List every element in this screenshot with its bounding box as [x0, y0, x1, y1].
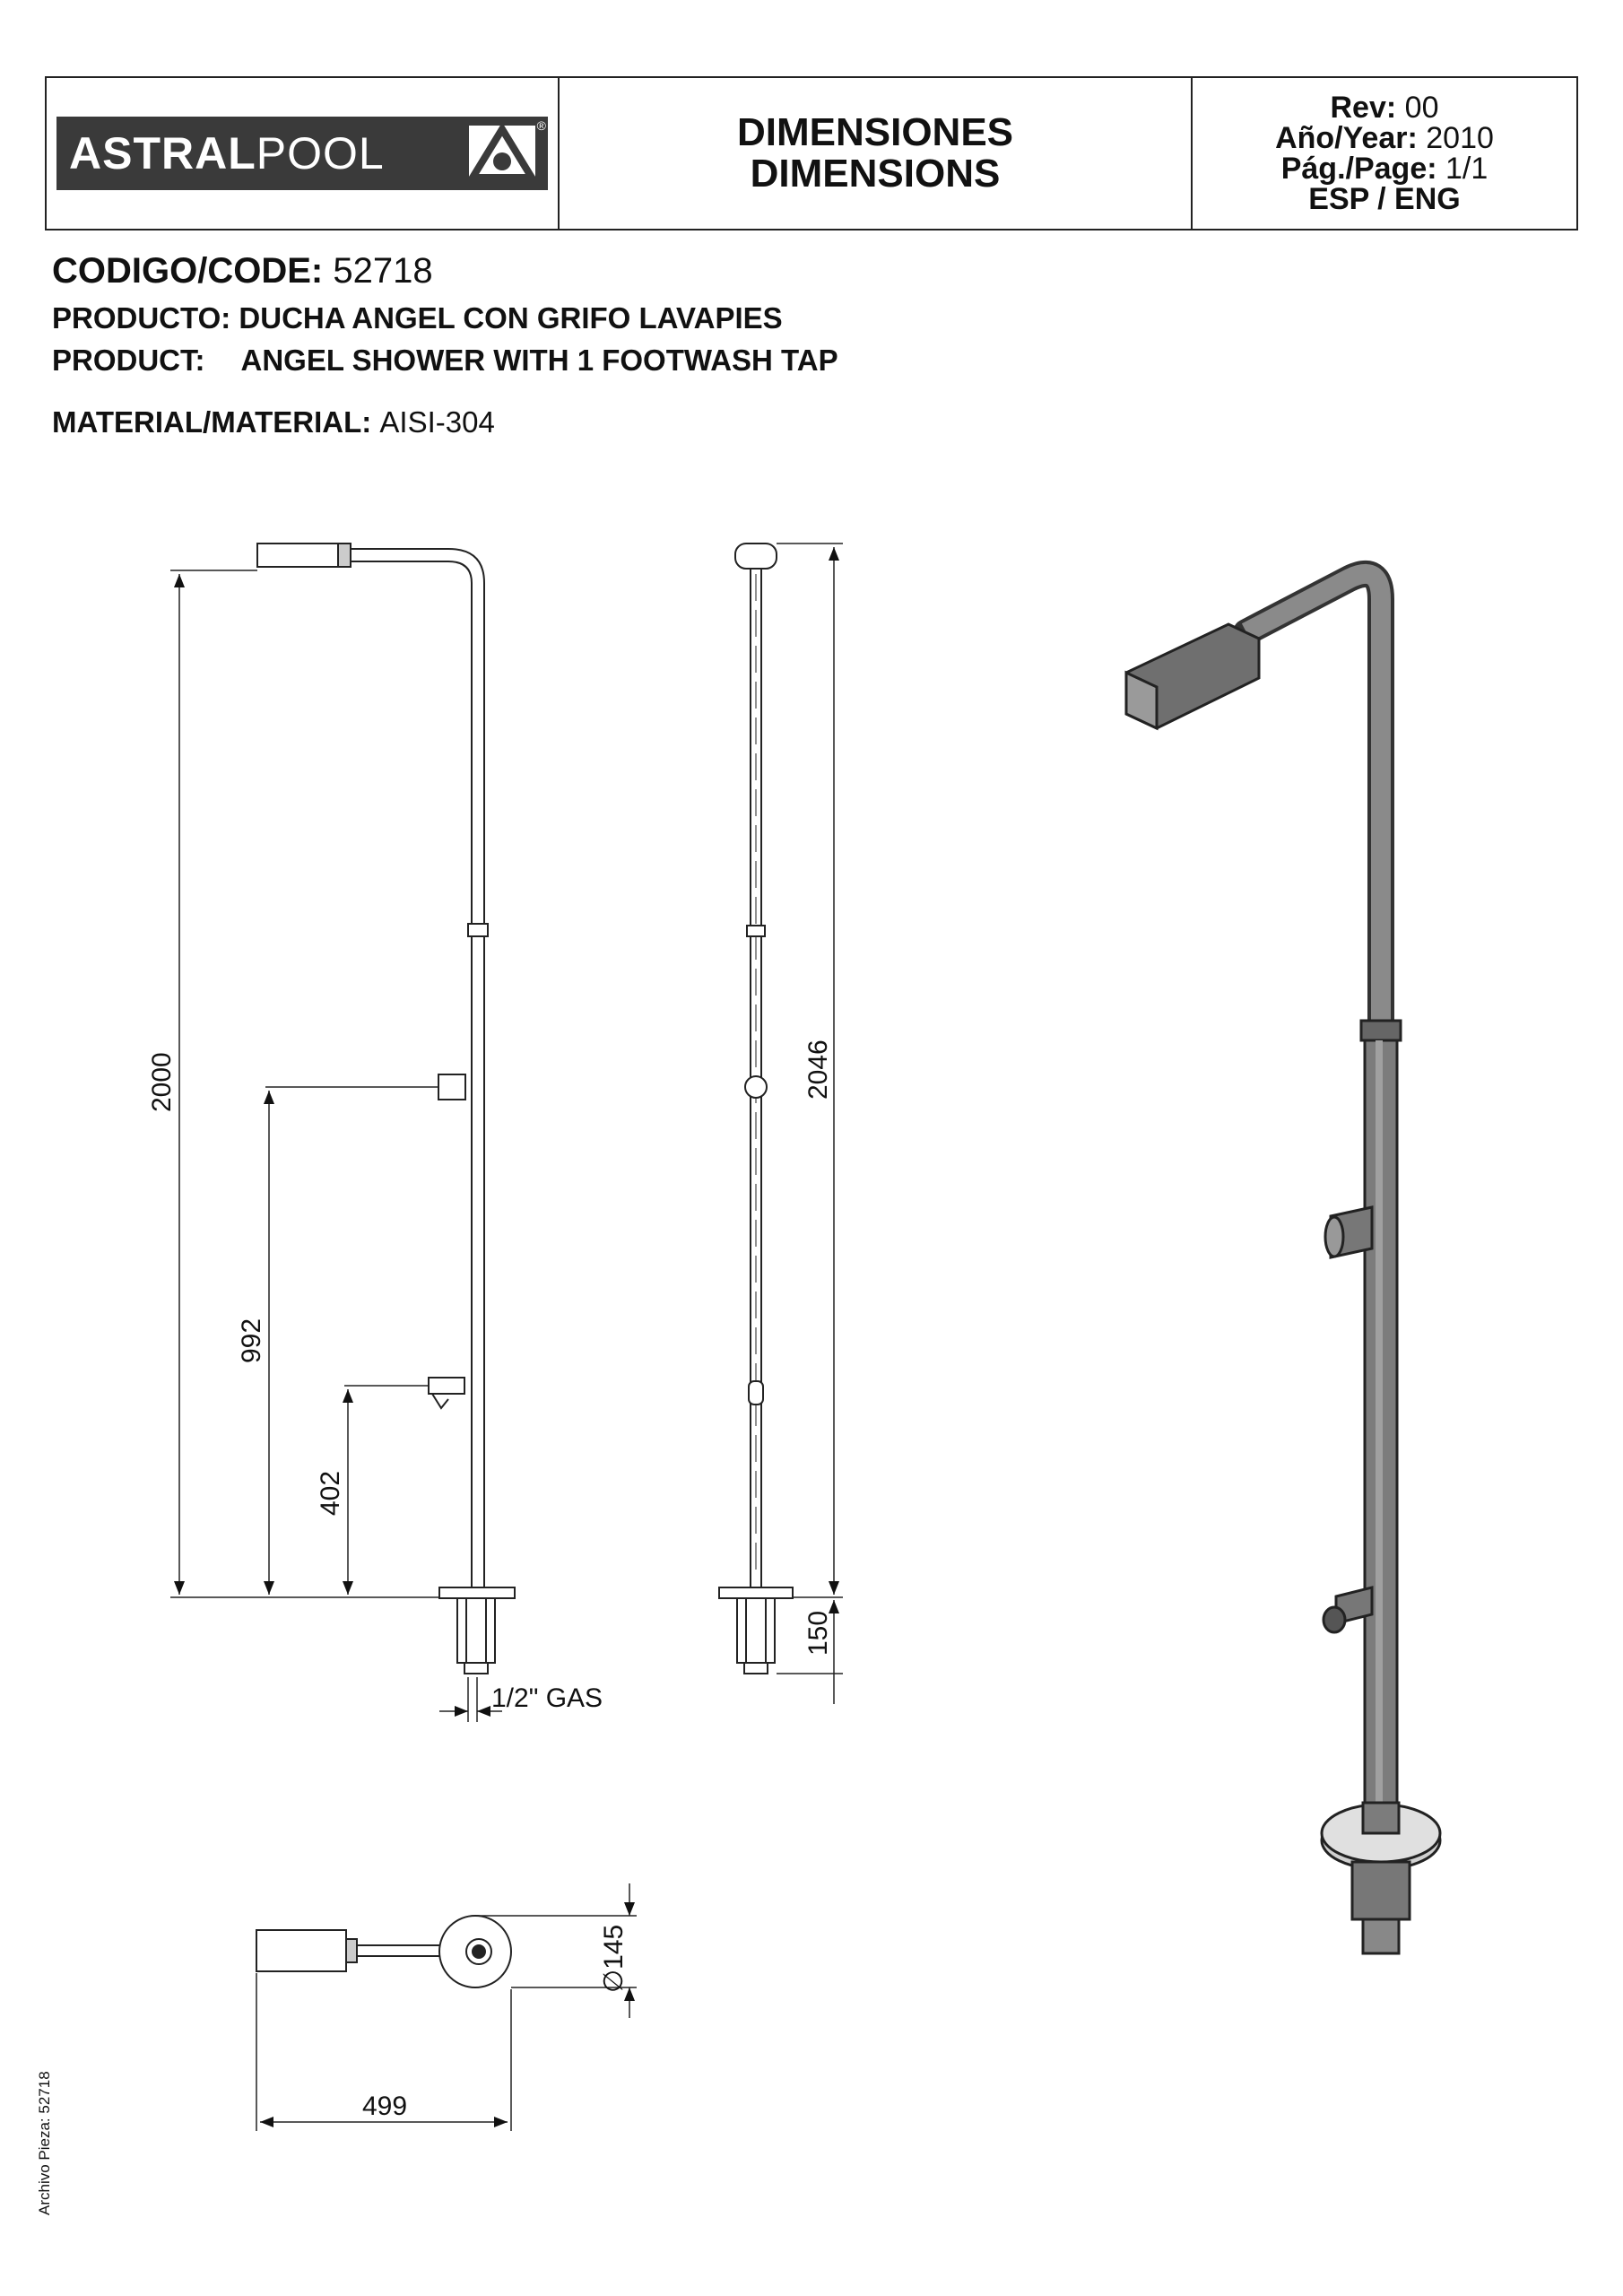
side-base-flange [719, 1587, 793, 1598]
brand-bold: ASTRAL [69, 128, 256, 178]
year-label: Año/Year: [1275, 121, 1418, 155]
front-anchor [457, 1598, 495, 1663]
product-en-label: PRODUCT: [52, 344, 205, 377]
side-shower-head [735, 544, 777, 569]
title-es: DIMENSIONES [736, 110, 1014, 154]
front-dimensions [170, 570, 502, 1722]
side-anchor [737, 1598, 775, 1663]
product-en-value: ANGEL SHOWER WITH 1 FOOTWASH TAP [240, 344, 838, 377]
brand-light: POOL [256, 128, 385, 178]
product-es-label: PRODUCTO: [52, 301, 231, 335]
side-lower-tap [749, 1381, 763, 1405]
dim-total-height: 2000 [147, 1052, 177, 1112]
front-lower-tap [429, 1378, 464, 1394]
side-upper-tap [745, 1076, 767, 1098]
code-label: CODIGO/CODE: [52, 251, 324, 291]
front-base-flange [439, 1587, 515, 1598]
front-view [257, 544, 515, 1674]
dim-anchor-depth: 150 [803, 1610, 833, 1656]
top-dimensions [256, 1883, 637, 2131]
code-value: 52718 [333, 251, 433, 291]
top-view [256, 1916, 511, 1987]
side-view [719, 544, 793, 1674]
rev-value: 00 [1404, 91, 1439, 125]
side-dimensions [777, 544, 843, 1704]
front-arm [351, 549, 484, 924]
rev-label: Rev: [1330, 91, 1397, 125]
front-upper-tap [438, 1074, 465, 1100]
dim-base-diameter: ∅145 [599, 1924, 629, 1993]
top-shower-head [256, 1930, 346, 1971]
dim-connection: 1/2" GAS [491, 1683, 603, 1713]
material-label: MATERIAL/MATERIAL: [52, 405, 372, 439]
page-value: 1/1 [1445, 152, 1488, 186]
registered-mark: ® [536, 118, 546, 133]
shower-3d-render [1126, 574, 1440, 1953]
page-label: Pág./Page: [1280, 152, 1437, 186]
dim-overall-height: 2046 [803, 1039, 833, 1100]
dim-arm-length: 499 [362, 2092, 408, 2121]
archive-note: Archivo Pieza: 52718 [36, 2071, 53, 2215]
material-value: AISI-304 [379, 405, 495, 439]
dim-upper-tap-height: 992 [237, 1318, 266, 1363]
year-value: 2010 [1426, 121, 1494, 155]
title-en: DIMENSIONS [750, 152, 1001, 196]
product-es-value: DUCHA ANGEL CON GRIFO LAVAPIES [239, 301, 783, 335]
front-shower-head [257, 544, 347, 567]
language-label: ESP / ENG [1308, 182, 1461, 216]
dim-lower-tap-height: 402 [316, 1470, 345, 1516]
